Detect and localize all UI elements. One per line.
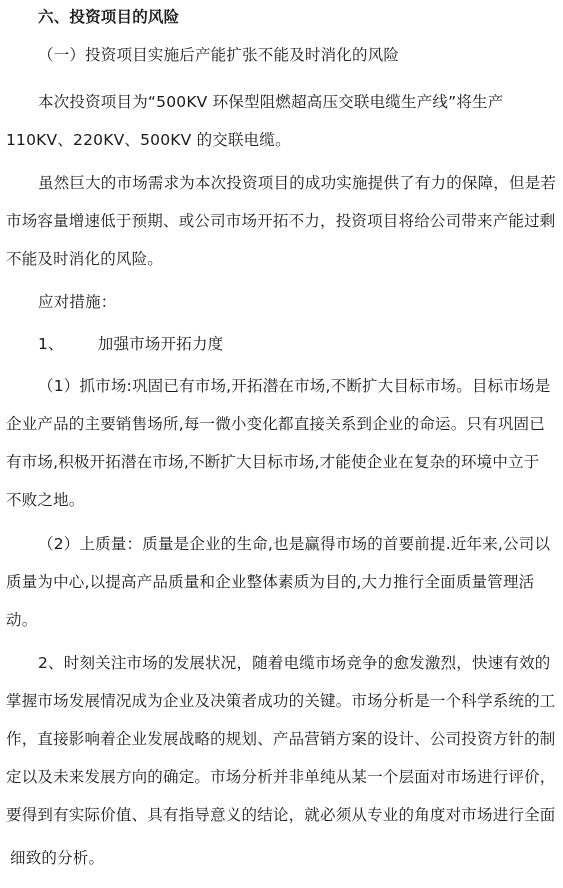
list-item-title: 加强市场开拓力度 <box>97 335 224 353</box>
paragraph-line: 动。 <box>6 611 38 629</box>
paragraph-line: （1）抓市场:巩固已有市场,开拓潜在市场,不断扩大目标市场。目标市场是 <box>38 377 551 395</box>
list-item-number: 1、 <box>38 335 64 353</box>
paragraph-line: 有市场,积极开拓潜在市场,不断扩大目标市场,才能使企业在复杂的环境中立于 <box>6 453 540 471</box>
paragraph-line: 细致的分析。 <box>10 849 105 867</box>
subheading-capacity-risk: （一）投资项目实施后产能扩张不能及时消化的风险 <box>38 46 400 64</box>
section-heading: 六、投资项目的风险 <box>38 8 180 26</box>
measures-label: 应对措施： <box>38 293 117 311</box>
paragraph-line: 市场容量增速低于预期、或公司市场开拓不力，投资项目将给公司带来产能过剩 <box>6 212 556 230</box>
paragraph-line: 虽然巨大的市场需求为本次投资项目的成功实施提供了有力的保障，但是若 <box>38 174 557 192</box>
list-item-1 <box>38 335 223 353</box>
paragraph-line: （2）上质量：质量是企业的生命,也是赢得市场的首要前提.近年来,公司以 <box>38 535 551 553</box>
paragraph-line: 不败之地。 <box>6 491 85 509</box>
paragraph-line: 不能及时消化的风险。 <box>6 250 164 268</box>
paragraph-line: 110KV、220KV、500KV 的交联电缆。 <box>6 131 291 149</box>
paragraph-line: 2、时刻关注市场的发展状况，随着电缆市场竞争的愈发激烈，快速有效的 <box>38 654 551 672</box>
paragraph-line: 企业产品的主要销售场所,每一微小变化都直接关系到企业的命运。只有巩固已 <box>6 415 545 433</box>
paragraph-line: 定以及未来发展方向的确定。市场分析并非单纯从某一个层面对市场进行评价， <box>6 768 556 786</box>
paragraph-line: 作，直接影响着企业发展战略的规划、产品营销方案的设计、公司投资方针的制 <box>6 730 556 748</box>
paragraph-line: 本次投资项目为“500KV 环保型阻燃超高压交联电缆生产线”将生产 <box>38 93 504 111</box>
paragraph-line: 质量为中心,以提高产品质量和企业整体素质为目的,大力推行全面质量管理活 <box>6 573 535 591</box>
paragraph-line: 掌握市场发展情况成为企业及决策者成功的关键。市场分析是一个科学系统的工 <box>6 692 556 710</box>
paragraph-line: 要得到有实际价值、具有指导意义的结论，就必须从专业的角度对市场进行全面 <box>6 806 556 824</box>
